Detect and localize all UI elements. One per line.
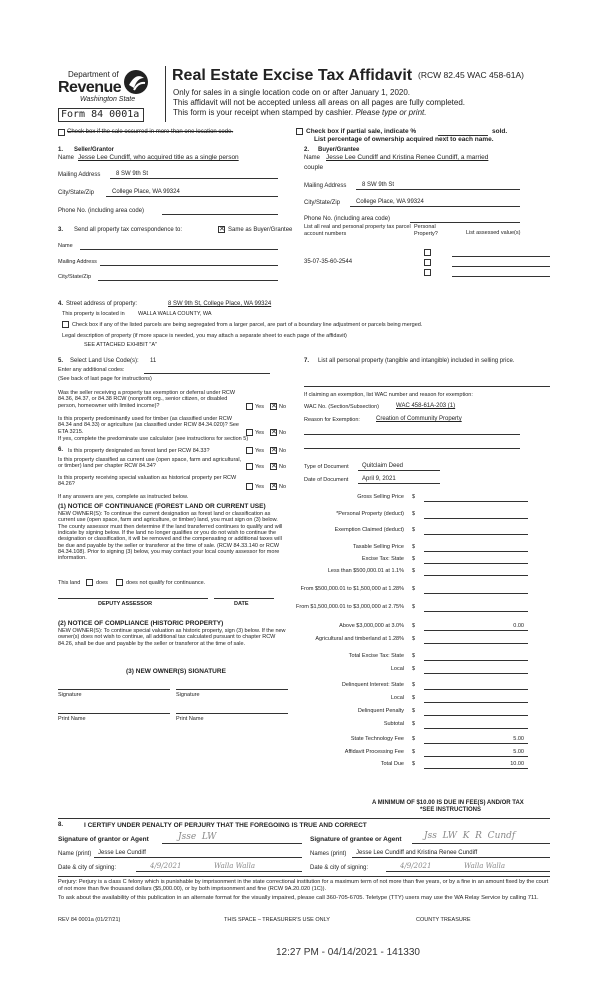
tax-row-dollar: $ [412,511,416,517]
q-current-use-yes[interactable] [246,463,253,470]
tax-row-line [424,501,528,502]
land-use-label: Select Land Use Code(s): [70,358,139,364]
grantor-signature: Jsse LW [178,832,217,842]
q-historic: Is this property receiving special valuation as historical property per RCW 84.26? [58,475,237,488]
s3-city-field[interactable] [98,280,278,281]
section-3-number: 3. [58,227,64,233]
doc-type-label: Type of Document [304,464,349,470]
q-forest-no[interactable] [270,447,277,454]
tax-row-label: Local [390,666,404,672]
section-4-number: 4. [58,301,64,307]
grantor-date-label: Date & city of signing: [58,865,117,871]
q-timber: Is this property predominantly used for timber (as classified under RCW 84.34 and 84.33) or agriculture (as classified under RCW 84.34.020)? See ETA 3215. [58,416,239,435]
q-forest-no-label: No [279,448,287,454]
owner-signature-1[interactable] [58,689,170,690]
s3-mail-field[interactable] [100,265,278,266]
buyer-city[interactable]: College Place, WA 99324 [356,199,424,205]
doc-type[interactable]: Quitclaim Deed [362,463,404,469]
deputy-date-line[interactable] [214,598,274,599]
grantor-date[interactable]: 4/9/2021 [150,862,182,870]
tax-row-line [424,534,528,535]
land-does-label: does [96,580,108,586]
tax-row-line [424,768,528,769]
grantee-signature: Jss LW K R Cundf [424,831,516,841]
tax-row-label: Taxable Selling Price [352,544,404,550]
partial-sale-checkbox[interactable] [296,128,303,135]
if-yes-note: If any answers are yes, complete as instructed below. [58,494,189,500]
q-exemption-yes-label: Yes [255,404,264,410]
section-5-number: 5. [58,358,64,364]
grantee-name-line [352,857,550,858]
seller-city-label: City/State/Zip [58,190,95,196]
seller-city-line [106,196,278,197]
grantor-name[interactable]: Jesse Lee Cundiff [98,850,146,856]
tax-row-label: State Technology Fee [350,736,404,742]
tax-row-amount[interactable]: 10.00 [510,761,524,767]
tax-row-line [424,702,528,703]
deputy-assessor-line[interactable] [58,598,208,599]
tax-row-label: Exemption Claimed (deduct) [334,527,404,533]
seller-mail[interactable]: 8 SW 9th St [116,171,149,177]
tax-row-dollar: $ [412,736,416,742]
tax-row-label: Total Due [380,761,404,767]
parcel-number[interactable]: 35-07-35-60-2544 [304,259,353,265]
tax-row-label: Agricultural and timberland at 1.28% [315,636,404,642]
s3-name-label: Name [58,243,73,249]
doc-date-label: Date of Document [304,477,349,483]
this-land-label: This land [58,580,81,586]
form-number: Form 84 0001a [61,109,140,120]
q-exemption-yes[interactable] [246,403,253,410]
personal-property-label: List all personal property (tangible and intangible) included in selling price. [318,358,515,364]
q-exemption-no[interactable] [270,403,277,410]
q-forest-yes[interactable] [246,447,253,454]
q-current-use-no-label: No [279,464,287,470]
county-treasurer: COUNTY TREASURE [416,917,471,923]
tax-row-line [424,743,528,744]
owner-signature-1-label: Signature [58,692,82,698]
seller-phone-label: Phone No. (including area code) [58,208,145,214]
tax-row-line [424,715,528,716]
form-rcw: (RCW 82.45 WAC 458-61A) [418,70,524,80]
wac-number[interactable]: WAC 458-61A-203 (1) [396,403,456,409]
owner-print-2-label: Print Name [176,716,204,722]
notice-1-heading: (1) NOTICE OF CONTINUANCE (FOREST LAND OR CURRENT USE) [58,503,266,510]
grantee-name[interactable]: Jesse Lee Cundiff and Kristina Renee Cundiff [356,850,478,856]
grantee-date-label: Date & city of signing: [310,865,369,871]
partial-sale-label: Check box if partial sale, indicate % [306,128,417,135]
state-label: Washington State [80,96,136,103]
tax-row-line [424,673,528,674]
land-does-checkbox[interactable] [86,579,93,586]
tax-row-dollar: $ [412,653,416,659]
wac-label: WAC No. (Section/Subsection) [304,404,379,410]
additional-codes-field[interactable] [144,373,270,374]
land-use-code[interactable]: 11 [150,358,157,364]
segregated-label: Check box if any of the listed parcels are being segregated from a larger parcel, are part of a boundary line adjustment or parcels being merged. [72,322,423,328]
deputy-assessor-label: DEPUTY ASSESSOR [98,601,153,607]
header-note-2: This affidavit will not be accepted unless all areas on all pages are fully completed. [173,98,466,107]
seller-name-label: Name [58,155,75,161]
tax-row-dollar: $ [412,556,416,562]
personal-property-field[interactable] [304,386,550,387]
grantor-signature-label: Signature of grantor or Agent [58,836,149,843]
q-timber-note: If yes, complete the predominate use calculator (see instructions for section 5) [58,436,249,442]
exemption-label: If claiming an exemption, list WAC number and reason for exemption: [304,392,473,398]
buyer-name-1[interactable]: Jesse Lee Cundiff and Kristina Renee Cundiff, a married [326,154,489,161]
tax-row-label: From $1,500,000.01 to $3,000,000 at 2.75% [296,604,404,610]
tax-row-label: Gross Selling Price [357,494,404,500]
revenue-swoosh-icon [122,68,150,96]
parcel-header-2: Personal Property? [414,224,438,237]
tax-row-label: Delinquent Penalty [357,708,404,714]
tax-row-dollar: $ [412,708,416,714]
tax-row-dollar: $ [412,721,416,727]
personal-property-checkbox-2[interactable] [424,259,431,266]
tax-row-label: Affidavit Processing Fee [344,749,404,755]
revenue-wordmark: Revenue [58,79,122,96]
tax-row-label: Less than $500,000.01 at 1.1% [327,568,404,574]
certify-heading: I CERTIFY UNDER PENALTY OF PERJURY THAT THE FOREGOING IS TRUE AND CORRECT [84,822,367,829]
tax-row-line [424,551,528,552]
location-code-label: Check box if the sale occurred in more than one location code. [67,129,234,135]
located-label: This property is located in [62,311,125,317]
grantee-city[interactable]: Walla Walla [464,862,506,870]
minimum-note: A MINIMUM OF $10.00 IS DUE IN FEE(S) AND/OR TAX [372,800,524,806]
additional-codes-label: Enter any additional codes: [58,367,125,373]
q-timber-no[interactable] [270,429,277,436]
q-forest: Is this property designated as forest land per RCW 84.33? [68,448,210,454]
seller-city[interactable]: College Place, WA 99324 [112,189,180,195]
q-historic-yes-label: Yes [255,484,264,490]
grantee-date-line [386,871,550,872]
buyer-name-2[interactable]: couple [304,164,324,171]
buyer-mail-line [356,189,520,190]
header-note-3: This form is your receipt when stamped by cashier. Please type or print. [173,108,427,117]
buyer-mail-label: Mailing Address [304,183,347,189]
buyer-heading: Buyer/Grantee [318,147,360,153]
treasurer-space: THIS SPACE – TREASURER'S USE ONLY [224,917,330,923]
doc-type-line [358,470,440,471]
tax-row-line [424,660,528,661]
owner-print-1[interactable] [58,713,170,714]
assessed-value-field-1[interactable] [452,256,550,257]
tax-row-line [424,728,528,729]
legal-description-label: Legal description of property (if more space is needed, you may attach a separate sheet to each page of the affidavit) [62,333,347,339]
tax-row-label: Local [390,695,404,701]
section-1-number: 1. [58,147,64,153]
tax-row-label: *Personal Property (deduct) [336,511,404,517]
tax-row-dollar: $ [412,544,416,550]
tax-row-label: From $500,000.01 to $1,500,000 at 1.28% [300,586,404,592]
tax-row-line [424,563,528,564]
buyer-name-label: Name [304,155,321,161]
tax-row-dollar: $ [412,586,416,592]
tax-row-line [424,575,528,576]
grantor-city[interactable]: Walla Walla [214,862,256,870]
grantor-name-label: Name (print) [58,851,92,857]
q-historic-no-label: No [279,484,287,490]
q-timber-yes-label: Yes [255,430,264,436]
reason-line-3 [304,448,520,449]
tax-row-amount[interactable]: 5.00 [513,736,524,742]
notice-3-heading: (3) NEW OWNER(S) SIGNATURE [126,668,226,675]
q-current-use-yes-label: Yes [255,464,264,470]
buyer-city-line [350,206,520,207]
owner-print-1-label: Print Name [58,716,86,722]
q-current-use: Is this property classified as current use (open space, farm and agricultural, or timber) land per chapter RCW 84.34? [58,457,242,470]
section-2-number: 2. [304,147,310,153]
section-8-number: 8. [58,822,64,828]
q-historic-yes[interactable] [246,483,253,490]
rev-number: REV 84 0001a (01/27/21) [58,917,121,923]
street-address[interactable]: 8 SW 9th St, College Place, WA 99324 [168,301,272,307]
grantee-date[interactable]: 4/9/2021 [400,862,432,870]
q-exemption: Was the seller receiving a property tax exemption or deferral under RCW 84.36, 84.37, or 84.38 RCW (nonprofit org., senior citizen, or disabled person, homeowner with limited income)? [58,390,236,409]
owner-signature-2-label: Signature [176,692,200,698]
tax-row-dollar: $ [412,636,416,642]
tax-row-dollar: $ [412,623,416,629]
grantor-name-line [94,857,302,858]
buyer-city-label: City/State/Zip [304,200,341,206]
recording-stamp: 12:27 PM - 04/14/2021 - 141330 [276,947,420,958]
q-historic-no[interactable] [270,483,277,490]
section-7-number: 7. [304,358,310,364]
doc-date-line [358,483,440,484]
buyer-mail[interactable]: 8 SW 9th St [362,182,395,188]
q-exemption-no-label: No [279,404,287,410]
section-6-number: 6. [58,447,64,453]
grantee-signature-label: Signature of grantee or Agent [310,836,402,843]
grantee-signature-line[interactable] [412,843,550,844]
tax-row-amount[interactable]: 5.00 [513,749,524,755]
tax-row-line [424,518,528,519]
see-back-label: (See back of last page for instructions) [58,376,152,382]
tax-row-line [424,643,528,644]
personal-property-checkbox-3[interactable] [424,269,431,276]
land-does-not-label: does not qualify for continuance. [126,580,206,586]
section-8-divider [58,818,550,819]
county-value[interactable]: WALLA WALLA COUNTY, WA [138,311,212,317]
tax-row-line [424,611,528,612]
grantee-name-label: Names (print) [310,851,347,857]
notice-1-text: NEW OWNER(S): To continue the current designation as forest land or classification as current use (open space, farm and agriculture, or timber) land, you must sign on (3) below. The county assessor must then determine if the land transferred continues to qualify and will indicate by signing below. If the land no longer qualifies or you do not wish to continue the designation or classification, it will be removed and the compensating or additional taxes will be due and payable by the seller or transferor at the time of sale. (RCW 84.33.140 or RCW 84.34.108). Prior to signing (3) below, you may contact your local county assessor for more information. [58,511,283,562]
doc-date[interactable]: April 9, 2021 [362,476,396,482]
same-as-buyer-checkbox[interactable] [218,226,225,233]
tax-row-dollar: $ [412,527,416,533]
assessed-value-field-3[interactable] [452,276,550,277]
seller-mail-label: Mailing Address [58,172,101,178]
tax-row-label: Delinquent Interest: State [341,682,404,688]
form-number-box [58,108,144,122]
tax-row-dollar: $ [412,494,416,500]
tax-row-dollar: $ [412,682,416,688]
footer-divider [58,876,550,877]
owner-signature-2[interactable] [176,689,288,690]
notice-2-heading: (2) NOTICE OF COMPLIANCE (HISTORIC PROPERTY) [58,620,224,627]
exemption-reason[interactable]: Creation of Community Property [376,416,462,422]
notice-2-text: NEW OWNER(S): To continue special valuation as historic property, sign (3) below. If the new owner(s) does not wish to continue, all additional tax calculated pursuant to chapter RCW 84.26, shall be due and payable by the seller or transferor at the time of sale. [58,628,286,647]
personal-property-checkbox-1[interactable] [424,249,431,256]
segregated-checkbox[interactable] [62,321,69,328]
tax-row-label: Total Excise Tax: State [348,653,404,659]
parcel-header-3: List assessed value(s) [466,230,521,236]
tax-row-dollar: $ [412,604,416,610]
tax-row-amount[interactable]: 0.00 [513,623,524,629]
seller-mail-line [110,178,278,179]
legal-description[interactable]: SEE ATTACHED EXHIBIT "A" [84,342,157,348]
q-timber-no-label: No [279,430,287,436]
tax-row-dollar: $ [412,666,416,672]
s3-name-field[interactable] [80,249,278,250]
availability-text: To ask about the availability of this publication in an alternate format for the visually impaired, please call 360-705-6705. Teletype (TTY) users may use the WA Relay Service by calling 711. [58,895,539,901]
q-timber-yes[interactable] [246,429,253,436]
partial-sold-label: sold. [492,128,508,135]
deputy-date-label: DATE [234,601,249,607]
tax-row-dollar: $ [412,568,416,574]
street-address-label: Street address of property: [66,301,138,307]
tax-row-line [424,689,528,690]
partial-sub-label: List percentage of ownership acquired next to each name. [314,136,494,143]
assessed-value-field-2[interactable] [452,266,550,267]
buyer-phone-label: Phone No. (including area code) [304,216,391,222]
s3-city-label: City/State/Zip [58,274,92,280]
perjury-text: Perjury: Perjury is a class C felony which is punishable by imprisonment in the state correctional institution for a maximum term of not more than five years, or by a fine in an amount fixed by the court of not more than five thousand dollars ($5,000.00), or by both imprisonment and fine (RCW 9A.20.020 (1C)). [58,879,549,892]
tax-row-line [424,756,528,757]
tax-row-label: Excise Tax: State [361,556,404,562]
q-current-use-no[interactable] [270,463,277,470]
parcel-header-1: List all real and personal property tax parcel account numbers [304,224,411,237]
tax-row-dollar: $ [412,749,416,755]
grantor-date-line [136,871,302,872]
section-3-label: Send all property tax correspondence to: [74,227,183,233]
same-as-buyer-label: Same as Buyer/Grantee [228,227,293,233]
tax-row-label: Above $3,000,000 at 3.0% [339,623,404,629]
seller-name[interactable]: Jesse Lee Cundiff, who acquired title as a single person [78,154,239,161]
dept-line: Department of [68,70,119,79]
reason-label: Reason for Exemption: [304,417,360,423]
form-title: Real Estate Excise Tax Affidavit [172,67,413,84]
see-instructions: *SEE INSTRUCTIONS [420,807,482,813]
buyer-phone-field[interactable] [410,222,520,223]
seller-heading: Seller/Grantor [74,147,115,153]
tax-row-dollar: $ [412,761,416,767]
tax-row-label: Subtotal [383,721,404,727]
reason-line-2 [304,434,520,435]
seller-phone-field[interactable] [162,214,278,215]
q-forest-yes-label: Yes [255,448,264,454]
s3-mail-label: Mailing Address [58,259,97,265]
tax-row-line [424,593,528,594]
land-does-not-checkbox[interactable] [116,579,123,586]
header-divider [165,66,166,122]
location-code-checkbox[interactable] [58,129,65,136]
tax-row-dollar: $ [412,695,416,701]
header-note-1: Only for sales in a single location code on or after January 1, 2020. [173,88,411,97]
tax-row-line [424,630,528,631]
owner-print-2[interactable] [176,713,288,714]
